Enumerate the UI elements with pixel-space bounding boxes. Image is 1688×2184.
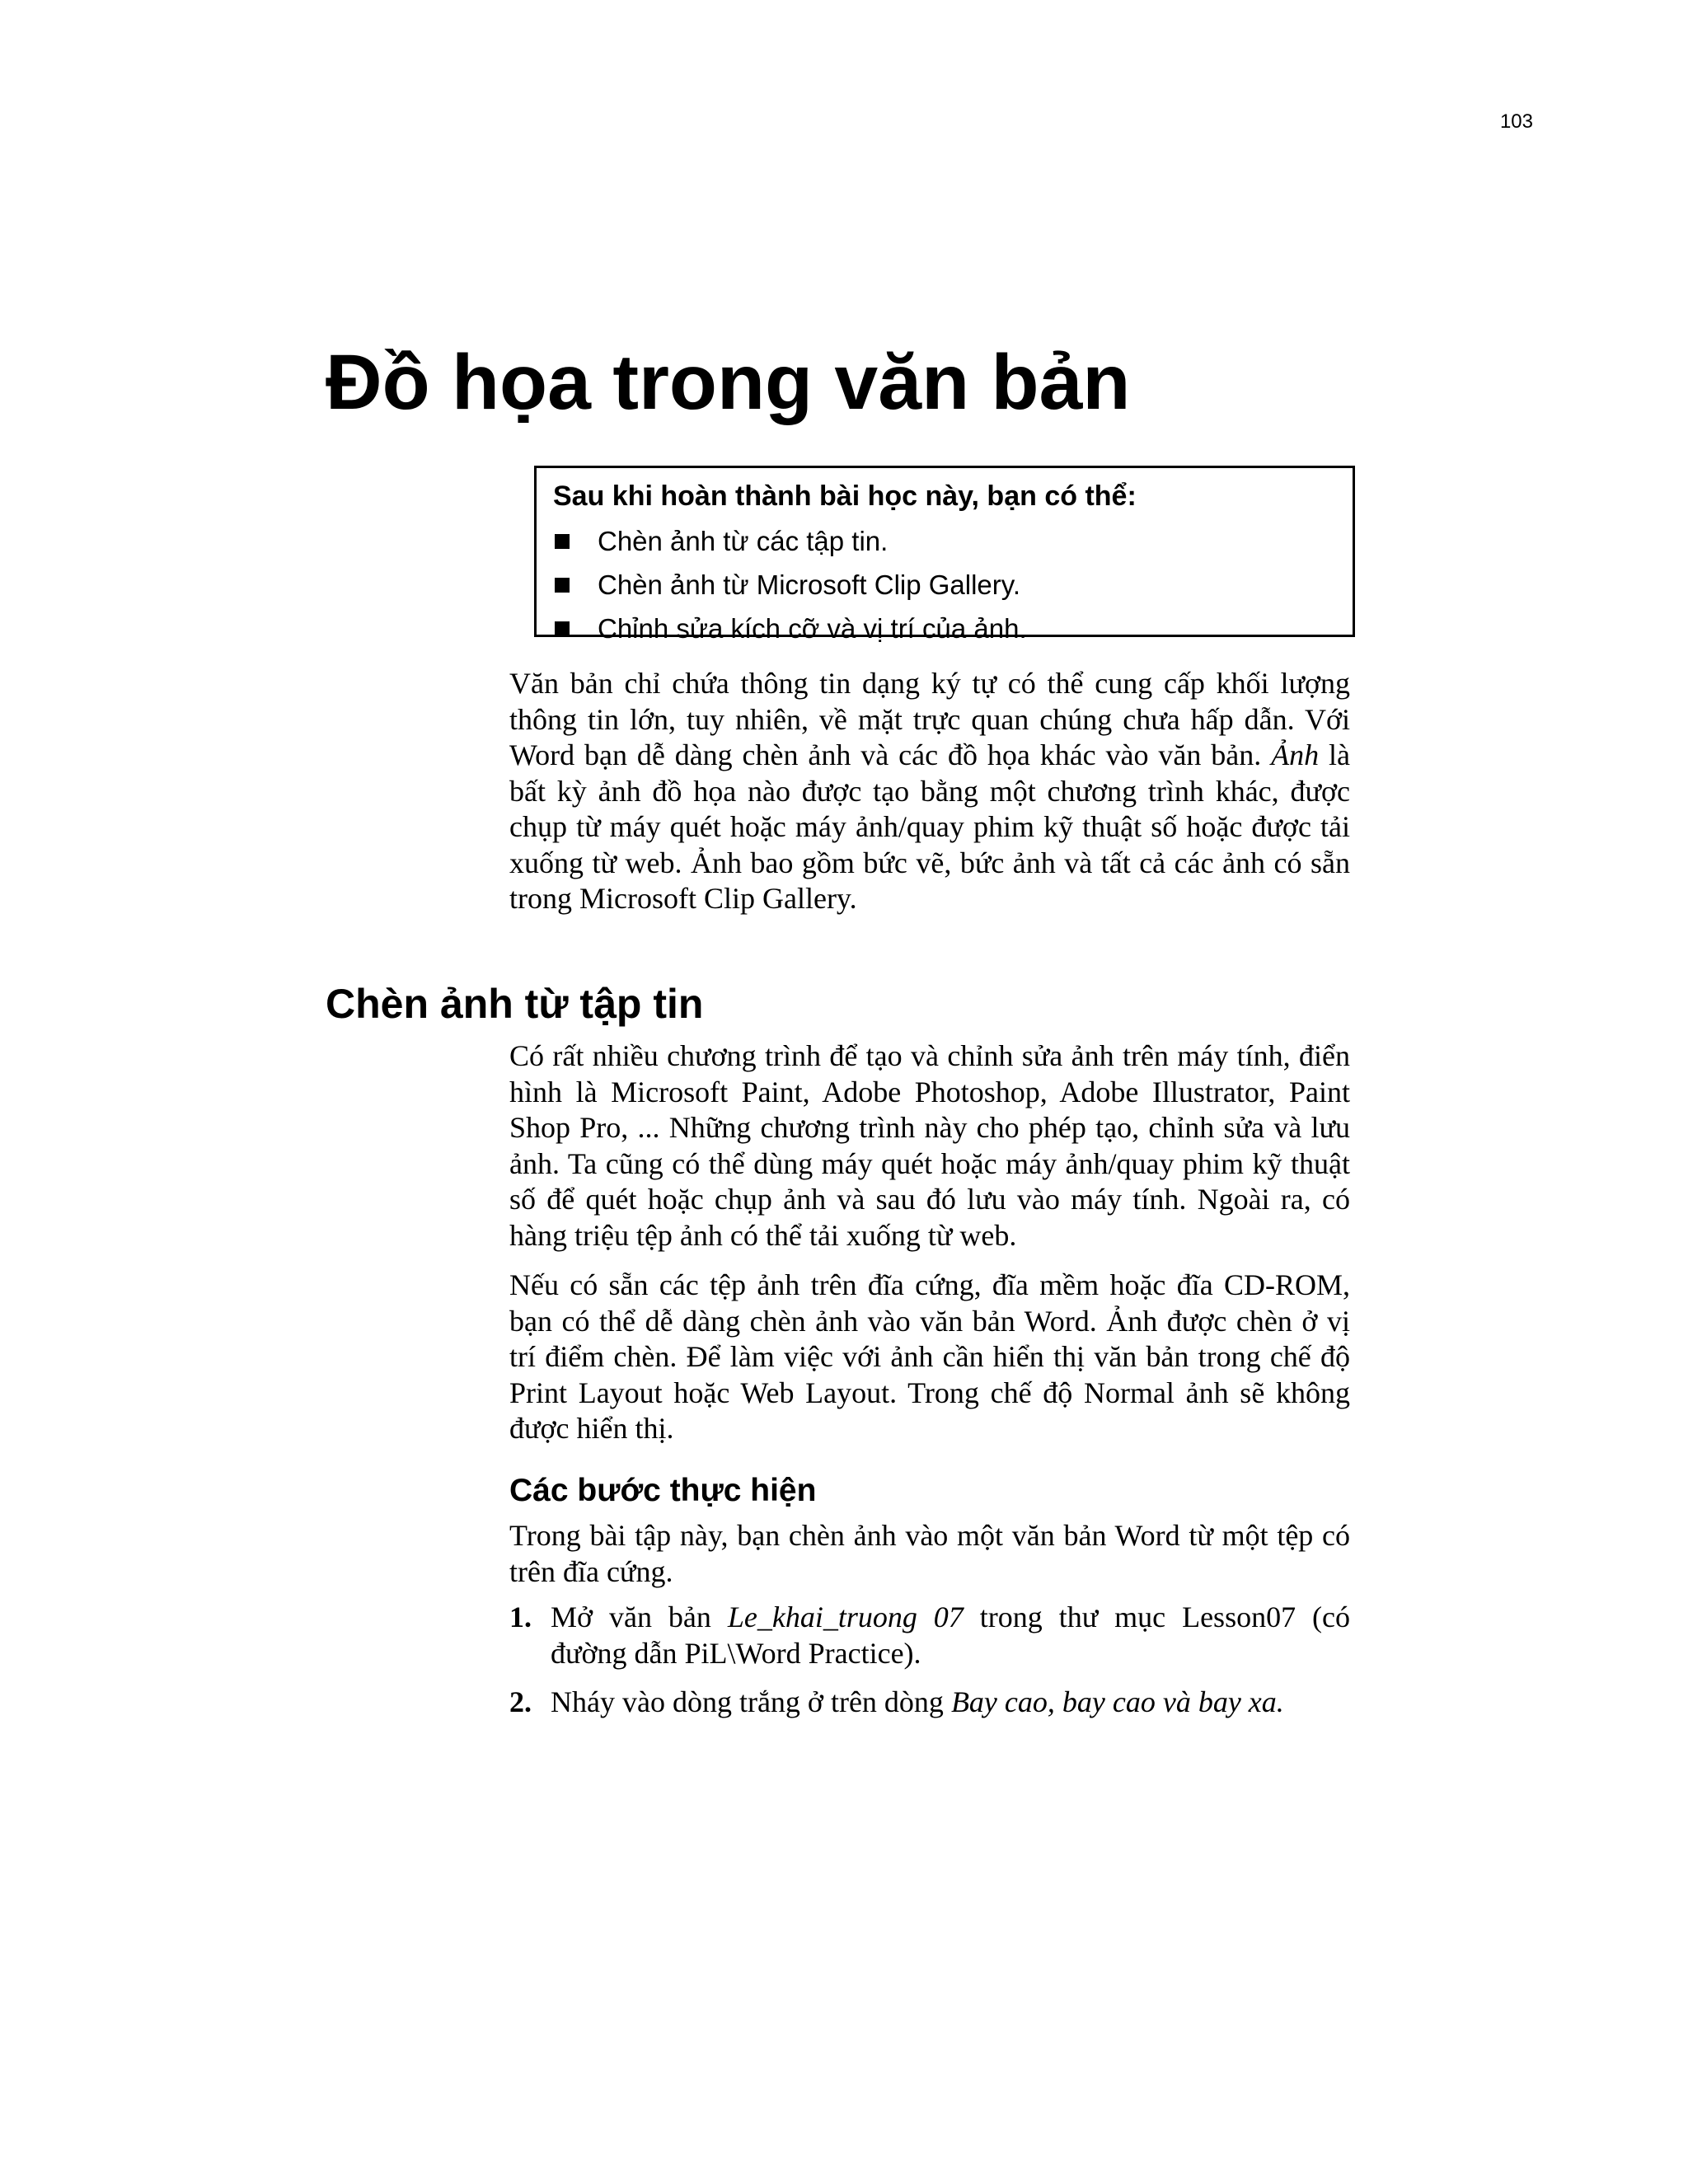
square-bullet-icon: [555, 621, 570, 636]
objective-item: [553, 607, 1336, 650]
step-text: [551, 1685, 1350, 1721]
step-text: [551, 1600, 1350, 1671]
step-number: 2.: [509, 1685, 532, 1718]
page-number: 103: [1499, 110, 1533, 133]
objective-item: [553, 519, 1336, 563]
intro-term: Ảnh: [1271, 738, 1320, 771]
step-text-italic: Le_khai_truong 07: [727, 1601, 964, 1633]
objective-text: Chèn ảnh từ Microsoft Clip Gallery.: [598, 569, 1020, 600]
square-bullet-icon: [555, 534, 570, 549]
chapter-title: Đồ họa trong văn bản: [326, 339, 1131, 426]
objectives-heading: Sau khi hoàn thành bài học này, bạn có thể:: [553, 480, 1137, 512]
steps-intro: Trong bài tập này, bạn chèn ảnh vào một văn bản Word từ một tệp có trên đĩa cứng.: [509, 1519, 1350, 1588]
square-bullet-icon: [555, 578, 570, 593]
step-text-italic: Bay cao, bay cao và bay xa.: [950, 1685, 1284, 1718]
objective-item: [553, 563, 1336, 607]
step-item: [509, 1600, 1350, 1671]
step-text-before: Mở văn bản: [551, 1601, 728, 1633]
section-paragraph-1: Có rất nhiều chương trình để tạo và chỉnh sửa ảnh trên máy tính, điển hình là Microsoft Paint, Adobe Photoshop, Adobe Illustrator, Paint Shop Pro, ... Những chương trình này cho phép tạo, chỉnh sửa và lưu ảnh. Ta cũng có thể dùng máy quét hoặc máy ảnh/quay phim kỹ thuật số để quét hoặc chụp ảnh và sau đó lưu vào máy tính. Ngoài ra, có hàng triệu tệp ảnh có thể tải xuống từ web.: [509, 1039, 1350, 1252]
section-heading: Chèn ảnh từ tập tin: [326, 981, 704, 1027]
step-number: 1.: [509, 1601, 532, 1633]
step-text-after: trong thư mục Lesson07 (có đường dẫn PiL\Word Practice).: [551, 1601, 1350, 1670]
objectives-list: [553, 519, 1336, 650]
steps-heading: Các bước thực hiện: [509, 1473, 817, 1508]
objectives-box: [534, 466, 1355, 644]
section-paragraph-2: Nếu có sẵn các tệp ảnh trên đĩa cứng, đĩa mềm hoặc đĩa CD-ROM, bạn có thể dễ dàng chèn ảnh vào văn bản Word. Ảnh được chèn ở vị trí điểm chèn. Để làm việc với ảnh cần hiển thị văn bản trong chế độ Print Layout hoặc Web Layout. Trong chế độ Normal ảnh sẽ không được hiển thị.: [509, 1268, 1350, 1445]
objective-text: Chỉnh sửa kích cỡ và vị trí của ảnh.: [598, 613, 1027, 644]
intro-text-part2: là bất kỳ ảnh đồ họa nào được tạo bằng một chương trình khác, được chụp từ máy quét hoặc máy ảnh/quay phim kỹ thuật số hoặc được tải xuống từ web. Ảnh bao gồm bức vẽ, bức ảnh và tất cả các ảnh có sẵn trong Microsoft Clip Gallery.: [509, 738, 1350, 915]
step-item: [509, 1685, 1350, 1721]
step-text-before: Nháy vào dòng trắng ở trên dòng: [551, 1685, 951, 1718]
intro-text-part1: Văn bản chỉ chứa thông tin dạng ký tự có thể cung cấp khối lượng thông tin lớn, tuy nhiên, về mặt trực quan chúng chưa hấp dẫn. Với Word bạn dễ dàng chèn ảnh và các đồ họa khác vào văn bản.: [509, 667, 1350, 771]
intro-paragraph: [509, 666, 1350, 917]
objective-text: Chèn ảnh từ các tập tin.: [598, 526, 889, 556]
